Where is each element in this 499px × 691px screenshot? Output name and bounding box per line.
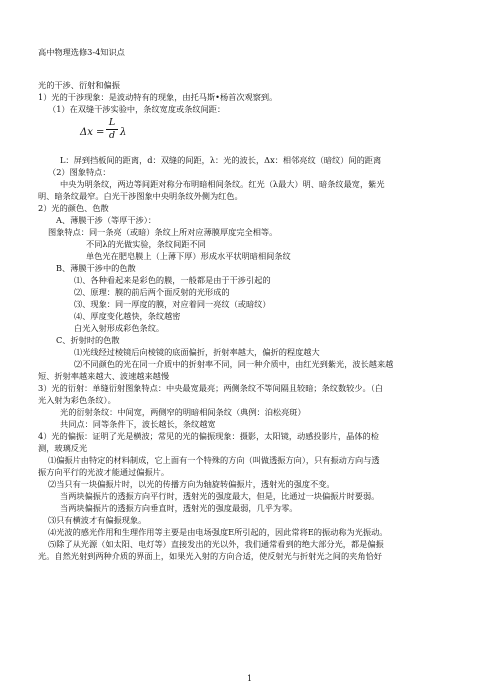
paragraph-line: 测，玻璃反光: [38, 443, 88, 453]
section-heading: 2）光的颜色、色散: [38, 203, 109, 213]
paragraph-line: 光的衍射条纹：中间宽，两侧窄的明暗相间条纹（典例：泊松亮斑）: [60, 407, 306, 417]
paragraph-line: ⑵、原理：膜的前后两个面反射的光形成的: [74, 287, 230, 297]
fringe-spacing-formula: [80, 116, 140, 152]
paragraph-line: 振方向平行的光波才能通过偏振片。: [38, 467, 170, 477]
formula-denominator: d: [108, 130, 116, 141]
paragraph-line: （1）在双缝干涉实验中，条纹宽度或条纹间距：: [48, 104, 226, 114]
paragraph-line: ⑸除了从光源（如太阳、电灯等）直接发出的光以外，我们通常看到的绝大部分光，都是偏振: [48, 539, 384, 549]
paragraph-line: 1）光的干涉现象：是波动特有的现象，由托马斯•杨首次观察到。: [38, 92, 278, 102]
page-number: 1: [247, 674, 253, 683]
formula-rhs: λ: [120, 127, 127, 138]
paragraph-line: （2）图象特点：: [48, 167, 111, 177]
paragraph-line: ⑵当只有一块偏振片时，以光的传播方向为轴旋转偏振片，透射光的强度不变。: [48, 479, 335, 489]
paragraph-line: ⑴偏振片由特定的材料制成，它上面有一个特殊的方向（叫做透振方向），只有振动方向与透: [48, 455, 380, 465]
section-heading: 4）光的偏振：证明了光是横波；常见的光的偏振现象：摄影，太阳镜，动感投影片，晶体的检: [38, 431, 379, 441]
paragraph-line: 图象特点：同一条亮（或暗）条纹上所对应薄膜厚度完全相等。: [48, 227, 278, 237]
paragraph-line: ⑶只有横波才有偏振现象。: [48, 515, 147, 525]
paragraph-line: 不同λ的光做实验，条纹间距不同: [86, 239, 206, 249]
paragraph-line: 共同点：同等条件下，波长越长，条纹越宽: [60, 419, 216, 429]
paragraph-line: 光入射为彩色条纹）。: [38, 395, 116, 405]
paragraph-line: ⑷、厚度变化越快，条纹越密: [74, 311, 181, 321]
formula-fraction: [106, 118, 118, 141]
paragraph-line: ⑴、各种看起来是彩色的膜，一般都是由于干涉引起的: [74, 275, 271, 285]
subsection-heading: C、折射时的色散: [56, 335, 120, 345]
paragraph-line: ⑶、现象：同一厚度的膜，对应着同一亮纹（或暗纹）: [74, 299, 271, 309]
paragraph-line: ⑷光波的感光作用和生理作用等主要是由电场强度E所引起的，因此常将E的振动称为光振动。: [48, 527, 388, 537]
paragraph-line: 中央为明条纹，两边等间距对称分布明暗相间条纹。红光（λ最大）明、暗条纹最宽，紫光: [60, 179, 385, 189]
doc-title: 高中物理选修3-4知识点: [38, 47, 125, 57]
section-heading: 光的干涉、衍射和偏振: [38, 80, 120, 90]
paragraph-line: 单色光在肥皂膜上（上薄下厚）形成水平状明暗相间条纹: [86, 251, 291, 261]
paragraph-line: L：屏到挡板间的距离，d：双缝的间距，λ：光的波长，Δx：相邻亮纹（暗纹）间的距离: [60, 155, 382, 165]
paragraph-line: ⑵不同颜色的光在同一介质中的折射率不同，同一种介质中，由红光到紫光，波长越来越: [74, 359, 394, 369]
subsection-heading: A、薄膜干涉（等厚干涉）：: [56, 215, 157, 225]
paragraph-line: 明、暗条纹最窄。白光干涉图象中央明条纹外侧为红色。: [38, 191, 243, 201]
formula-lhs: Δx =: [80, 127, 105, 138]
subsection-heading: B、薄膜干涉中的色散: [56, 263, 136, 273]
section-heading: 3）光的衍射：单缝衍射图象特点：中央最宽最亮；两侧条纹不等间隔且较暗；条纹数较少。（白: [38, 383, 383, 393]
paragraph-line: 短、折射率越来越大、波速越来越慢: [38, 371, 170, 381]
paragraph-line: 当两块偏振片的透振方向平行时，透射光的强度最大，但是，比通过一块偏振片时要弱。: [60, 491, 380, 501]
formula-numerator: L: [108, 117, 116, 128]
paragraph-line: 当两块偏振片的透振方向垂直时，透射光的强度最弱，几乎为零。: [60, 503, 298, 513]
paragraph-line: 白光入射形成彩色条纹。: [74, 323, 165, 333]
paragraph-line: 光。自然光射到两种介质的界面上，如果光入射的方向合适，使反射光与折射光之间的夹角恰好: [38, 551, 382, 561]
paragraph-line: ⑴光线经过棱镜后向棱镜的底面偏折，折射率越大，偏折的程度越大: [74, 347, 320, 357]
